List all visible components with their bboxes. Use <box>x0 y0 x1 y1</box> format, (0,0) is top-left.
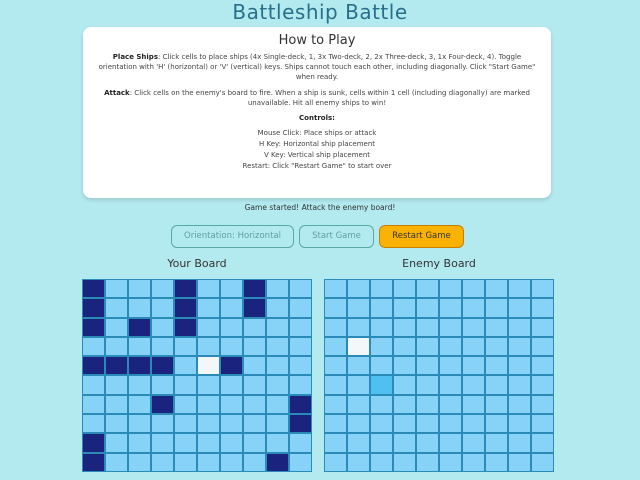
enemy-board-cell-water[interactable] <box>416 318 439 337</box>
enemy-board-cell-water[interactable] <box>347 318 370 337</box>
your-board-cell-water[interactable] <box>266 279 289 298</box>
attack-label: Attack <box>104 89 130 97</box>
your-board-cell-water[interactable] <box>243 318 266 337</box>
enemy-board-cell-water[interactable] <box>439 395 462 414</box>
enemy-board-cell-water[interactable] <box>393 356 416 375</box>
your-board-cell-water[interactable] <box>289 279 312 298</box>
enemy-board-cell-hover[interactable] <box>370 375 393 394</box>
enemy-board-cell-water[interactable] <box>416 414 439 433</box>
controls-line-v-key: V Key: Vertical ship placement <box>263 151 371 159</box>
your-board-cell-ship[interactable] <box>174 318 197 337</box>
your-board-cell-water[interactable] <box>289 433 312 452</box>
your-board-cell-water[interactable] <box>197 453 220 472</box>
enemy-board-cell-water[interactable] <box>508 298 531 317</box>
enemy-board-cell-water[interactable] <box>485 337 508 356</box>
your-board-cell-ship[interactable] <box>289 414 312 433</box>
enemy-board-cell-water[interactable] <box>393 298 416 317</box>
enemy-board-cell-water[interactable] <box>508 318 531 337</box>
your-board-cell-water[interactable] <box>266 298 289 317</box>
enemy-board-cell-water[interactable] <box>531 298 554 317</box>
your-board-cell-water[interactable] <box>197 395 220 414</box>
your-board-cell-water[interactable] <box>82 414 105 433</box>
enemy-board-cell-water[interactable] <box>347 433 370 452</box>
your-board-cell-ship[interactable] <box>243 298 266 317</box>
enemy-board-cell-water[interactable] <box>393 337 416 356</box>
your-board-cell-ship[interactable] <box>174 298 197 317</box>
your-board-cell-water[interactable] <box>174 395 197 414</box>
attack-instructions <box>97 88 537 108</box>
enemy-board-cell-water[interactable] <box>462 375 485 394</box>
enemy-board-cell-water[interactable] <box>347 375 370 394</box>
enemy-board-cell-water[interactable] <box>393 453 416 472</box>
controls-line-mouse: Mouse Click: Place ships or attack <box>257 129 377 137</box>
enemy-board-cell-water[interactable] <box>531 453 554 472</box>
place-ships-label: Place Ships <box>112 53 158 61</box>
your-board-cell-water[interactable] <box>243 433 266 452</box>
enemy-board-cell-water[interactable] <box>462 298 485 317</box>
enemy-board-cell-water[interactable] <box>439 279 462 298</box>
your-board-cell-water[interactable] <box>82 395 105 414</box>
enemy-board-cell-water[interactable] <box>485 414 508 433</box>
your-board-cell-water[interactable] <box>128 453 151 472</box>
enemy-board-cell-water[interactable] <box>439 356 462 375</box>
your-board-cell-ship[interactable] <box>82 298 105 317</box>
place-ships-instructions <box>97 52 537 82</box>
your-board-cell-water[interactable] <box>151 375 174 394</box>
enemy-board-cell-water[interactable] <box>416 433 439 452</box>
enemy-board-cell-water[interactable] <box>531 375 554 394</box>
enemy-board-cell-water[interactable] <box>462 279 485 298</box>
enemy-board-cell-water[interactable] <box>416 279 439 298</box>
your-board-cell-water[interactable] <box>151 279 174 298</box>
your-board-cell-water[interactable] <box>105 337 128 356</box>
enemy-board-cell-water[interactable] <box>347 414 370 433</box>
enemy-board-cell-water[interactable] <box>347 356 370 375</box>
your-board-cell-water[interactable] <box>105 279 128 298</box>
your-board-cell-ship[interactable] <box>82 279 105 298</box>
your-board-cell-water[interactable] <box>220 337 243 356</box>
enemy-board-cell-water[interactable] <box>439 375 462 394</box>
enemy-board-cell-water[interactable] <box>324 318 347 337</box>
your-board-cell-water[interactable] <box>289 337 312 356</box>
your-board-cell-water[interactable] <box>151 453 174 472</box>
your-board-cell-ship[interactable] <box>105 356 128 375</box>
your-board-cell-water[interactable] <box>220 279 243 298</box>
enemy-board-cell-water[interactable] <box>462 395 485 414</box>
enemy-board-cell-water[interactable] <box>485 433 508 452</box>
enemy-board-cell-water[interactable] <box>439 337 462 356</box>
enemy-board-cell-water[interactable] <box>393 414 416 433</box>
game-status-message: Game started! Attack the enemy board! <box>244 203 396 212</box>
your-board-cell-water[interactable] <box>128 337 151 356</box>
your-board-cell-water[interactable] <box>128 298 151 317</box>
your-board-cell-water[interactable] <box>174 414 197 433</box>
enemy-board-cell-water[interactable] <box>347 453 370 472</box>
enemy-board-cell-water[interactable] <box>370 318 393 337</box>
your-board-cell-water[interactable] <box>266 433 289 452</box>
your-board-cell-water[interactable] <box>289 453 312 472</box>
page-title: Battleship Battle <box>232 0 408 24</box>
your-board-cell-water[interactable] <box>128 395 151 414</box>
enemy-board-cell-water[interactable] <box>416 375 439 394</box>
enemy-board-cell-water[interactable] <box>508 356 531 375</box>
enemy-board-cell-water[interactable] <box>347 395 370 414</box>
your-board-cell-water[interactable] <box>82 337 105 356</box>
your-board-cell-water[interactable] <box>243 375 266 394</box>
enemy-board-cell-water[interactable] <box>462 337 485 356</box>
your-board-cell-ship[interactable] <box>289 395 312 414</box>
enemy-board-cell-water[interactable] <box>531 318 554 337</box>
your-board-cell-ship[interactable] <box>151 395 174 414</box>
controls-line-h-key: H Key: Horizontal ship placement <box>258 140 376 148</box>
enemy-board-cell-water[interactable] <box>324 375 347 394</box>
your-board-cell-water[interactable] <box>266 375 289 394</box>
your-board-cell-water[interactable] <box>289 356 312 375</box>
enemy-board-cell-water[interactable] <box>462 433 485 452</box>
enemy-board-cell-water[interactable] <box>324 433 347 452</box>
your-board-cell-ship[interactable] <box>174 279 197 298</box>
enemy-board-cell-water[interactable] <box>531 395 554 414</box>
your-board-cell-miss[interactable] <box>197 356 220 375</box>
enemy-board-cell-water[interactable] <box>485 375 508 394</box>
your-board-cell-water[interactable] <box>289 318 312 337</box>
enemy-board-cell-water[interactable] <box>508 375 531 394</box>
enemy-board-cell-water[interactable] <box>370 337 393 356</box>
enemy-board-cell-water[interactable] <box>324 356 347 375</box>
your-board-cell-water[interactable] <box>243 453 266 472</box>
your-board-cell-water[interactable] <box>128 414 151 433</box>
your-board-cell-water[interactable] <box>266 337 289 356</box>
your-board-cell-water[interactable] <box>105 375 128 394</box>
your-board-cell-water[interactable] <box>243 337 266 356</box>
your-board-cell-water[interactable] <box>151 298 174 317</box>
start-game-button[interactable]: Start Game <box>299 225 374 248</box>
enemy-board-cell-water[interactable] <box>439 433 462 452</box>
your-board-cell-water[interactable] <box>151 414 174 433</box>
your-board-cell-water[interactable] <box>220 395 243 414</box>
your-board-cell-ship[interactable] <box>82 433 105 452</box>
your-board-cell-ship[interactable] <box>220 356 243 375</box>
your-board-cell-water[interactable] <box>105 453 128 472</box>
your-board-cell-water[interactable] <box>174 356 197 375</box>
enemy-board-cell-water[interactable] <box>439 414 462 433</box>
enemy-board-cell-miss[interactable] <box>347 337 370 356</box>
enemy-board-cell-water[interactable] <box>531 279 554 298</box>
your-board-cell-water[interactable] <box>289 298 312 317</box>
enemy-board-cell-water[interactable] <box>393 375 416 394</box>
enemy-board-cell-water[interactable] <box>324 279 347 298</box>
your-board-cell-water[interactable] <box>266 414 289 433</box>
your-board-cell-water[interactable] <box>289 375 312 394</box>
your-board-cell-ship[interactable] <box>82 453 105 472</box>
enemy-board-cell-water[interactable] <box>393 433 416 452</box>
your-board-title: Your Board <box>167 257 227 270</box>
your-board-cell-ship[interactable] <box>266 453 289 472</box>
enemy-board-cell-water[interactable] <box>462 453 485 472</box>
enemy-board-cell-water[interactable] <box>439 298 462 317</box>
enemy-board-cell-water[interactable] <box>393 318 416 337</box>
your-board-cell-water[interactable] <box>151 318 174 337</box>
your-board-cell-ship[interactable] <box>128 318 151 337</box>
enemy-board-cell-water[interactable] <box>370 279 393 298</box>
your-board-cell-water[interactable] <box>128 375 151 394</box>
your-board-cell-water[interactable] <box>220 453 243 472</box>
enemy-board-cell-water[interactable] <box>508 279 531 298</box>
enemy-board-cell-water[interactable] <box>485 279 508 298</box>
enemy-board-cell-water[interactable] <box>370 356 393 375</box>
your-board-cell-water[interactable] <box>197 298 220 317</box>
enemy-board-title: Enemy Board <box>402 257 476 270</box>
your-board-cell-water[interactable] <box>220 433 243 452</box>
enemy-board-cell-water[interactable] <box>416 337 439 356</box>
enemy-board-cell-water[interactable] <box>370 298 393 317</box>
your-board-cell-water[interactable] <box>105 298 128 317</box>
your-board-cell-water[interactable] <box>174 453 197 472</box>
enemy-board-cell-water[interactable] <box>508 414 531 433</box>
how-to-play-heading: How to Play <box>278 33 356 48</box>
your-board-cell-water[interactable] <box>82 375 105 394</box>
enemy-board-cell-water[interactable] <box>508 453 531 472</box>
enemy-board-cell-water[interactable] <box>462 318 485 337</box>
your-board-cell-water[interactable] <box>151 337 174 356</box>
your-board-cell-water[interactable] <box>105 318 128 337</box>
enemy-board-cell-water[interactable] <box>416 453 439 472</box>
enemy-board-cell-water[interactable] <box>324 298 347 317</box>
your-board-cell-water[interactable] <box>174 433 197 452</box>
enemy-board-cell-water[interactable] <box>416 395 439 414</box>
your-board-cell-water[interactable] <box>220 318 243 337</box>
your-board-cell-water[interactable] <box>266 356 289 375</box>
your-board-cell-ship[interactable] <box>82 356 105 375</box>
your-board-cell-water[interactable] <box>197 318 220 337</box>
enemy-board-cell-water[interactable] <box>508 395 531 414</box>
enemy-board-cell-water[interactable] <box>462 356 485 375</box>
enemy-board-cell-water[interactable] <box>416 356 439 375</box>
your-board-cell-water[interactable] <box>220 414 243 433</box>
enemy-board-cell-water[interactable] <box>439 453 462 472</box>
enemy-board-cell-water[interactable] <box>508 433 531 452</box>
your-board-cell-ship[interactable] <box>151 356 174 375</box>
your-board-cell-water[interactable] <box>220 298 243 317</box>
enemy-board-cell-water[interactable] <box>531 356 554 375</box>
enemy-board-cell-water[interactable] <box>370 453 393 472</box>
controls-title: Controls: <box>299 114 335 122</box>
your-board-cell-water[interactable] <box>243 356 266 375</box>
your-board-cell-water[interactable] <box>151 433 174 452</box>
your-board-cell-water[interactable] <box>197 337 220 356</box>
your-board-cell-water[interactable] <box>105 433 128 452</box>
enemy-board-cell-water[interactable] <box>462 414 485 433</box>
enemy-board-cell-water[interactable] <box>439 318 462 337</box>
enemy-board-cell-water[interactable] <box>485 395 508 414</box>
orientation-toggle-button[interactable]: Orientation: Horizontal <box>171 225 294 248</box>
enemy-board-cell-water[interactable] <box>370 433 393 452</box>
your-board-cell-water[interactable] <box>128 433 151 452</box>
enemy-board-cell-water[interactable] <box>324 414 347 433</box>
enemy-board-cell-water[interactable] <box>485 298 508 317</box>
enemy-board-cell-water[interactable] <box>370 414 393 433</box>
your-board-cell-ship[interactable] <box>128 356 151 375</box>
your-board-cell-water[interactable] <box>174 375 197 394</box>
your-board-cell-water[interactable] <box>220 375 243 394</box>
enemy-board-cell-water[interactable] <box>324 395 347 414</box>
your-board-cell-water[interactable] <box>197 433 220 452</box>
enemy-board-cell-water[interactable] <box>508 337 531 356</box>
restart-game-button[interactable]: Restart Game <box>379 225 464 248</box>
place-ships-text: : Click cells to place ships (4x Single-deck, 1, 3x Two-deck, 2, 2x Three-deck, 3, 1x Four-deck, 4). Toggle orientation with 'H' (horizontal) or 'V' (vertical) keys. Ships cannot touch each other, including diagonally. Click "Start Game" when ready. <box>98 53 536 81</box>
attack-text: : Click cells on the enemy's board to fire. When a ship is sunk, cells within 1 cell (including diagonally) are marked unavailable. Hit all enemy ships to win! <box>129 89 530 107</box>
your-board-cell-water[interactable] <box>266 395 289 414</box>
enemy-board-cell-water[interactable] <box>531 433 554 452</box>
enemy-board-cell-water[interactable] <box>324 453 347 472</box>
your-board-cell-water[interactable] <box>105 414 128 433</box>
your-board-cell-water[interactable] <box>128 279 151 298</box>
your-board-cell-water[interactable] <box>174 337 197 356</box>
your-board-cell-water[interactable] <box>243 395 266 414</box>
how-to-play-panel <box>83 27 551 198</box>
enemy-board-cell-water[interactable] <box>324 337 347 356</box>
enemy-board-cell-water[interactable] <box>393 395 416 414</box>
enemy-board-cell-water[interactable] <box>393 279 416 298</box>
enemy-board-cell-water[interactable] <box>416 298 439 317</box>
enemy-board-cell-water[interactable] <box>347 298 370 317</box>
enemy-board-cell-water[interactable] <box>531 337 554 356</box>
your-board-cell-ship[interactable] <box>243 279 266 298</box>
your-board-grid <box>82 279 312 480</box>
enemy-board-cell-water[interactable] <box>531 414 554 433</box>
your-board-cell-water[interactable] <box>197 375 220 394</box>
controls-line-restart: Restart: Click "Restart Game" to start over <box>242 162 392 170</box>
enemy-board-cell-water[interactable] <box>370 395 393 414</box>
your-board-cell-water[interactable] <box>105 395 128 414</box>
your-board-cell-water[interactable] <box>266 318 289 337</box>
enemy-board-cell-water[interactable] <box>485 318 508 337</box>
enemy-board-cell-water[interactable] <box>485 453 508 472</box>
enemy-board-grid <box>324 279 554 480</box>
your-board-cell-ship[interactable] <box>82 318 105 337</box>
your-board-cell-water[interactable] <box>197 414 220 433</box>
your-board-cell-water[interactable] <box>197 279 220 298</box>
your-board-cell-water[interactable] <box>243 414 266 433</box>
enemy-board-cell-water[interactable] <box>347 279 370 298</box>
enemy-board-cell-water[interactable] <box>485 356 508 375</box>
